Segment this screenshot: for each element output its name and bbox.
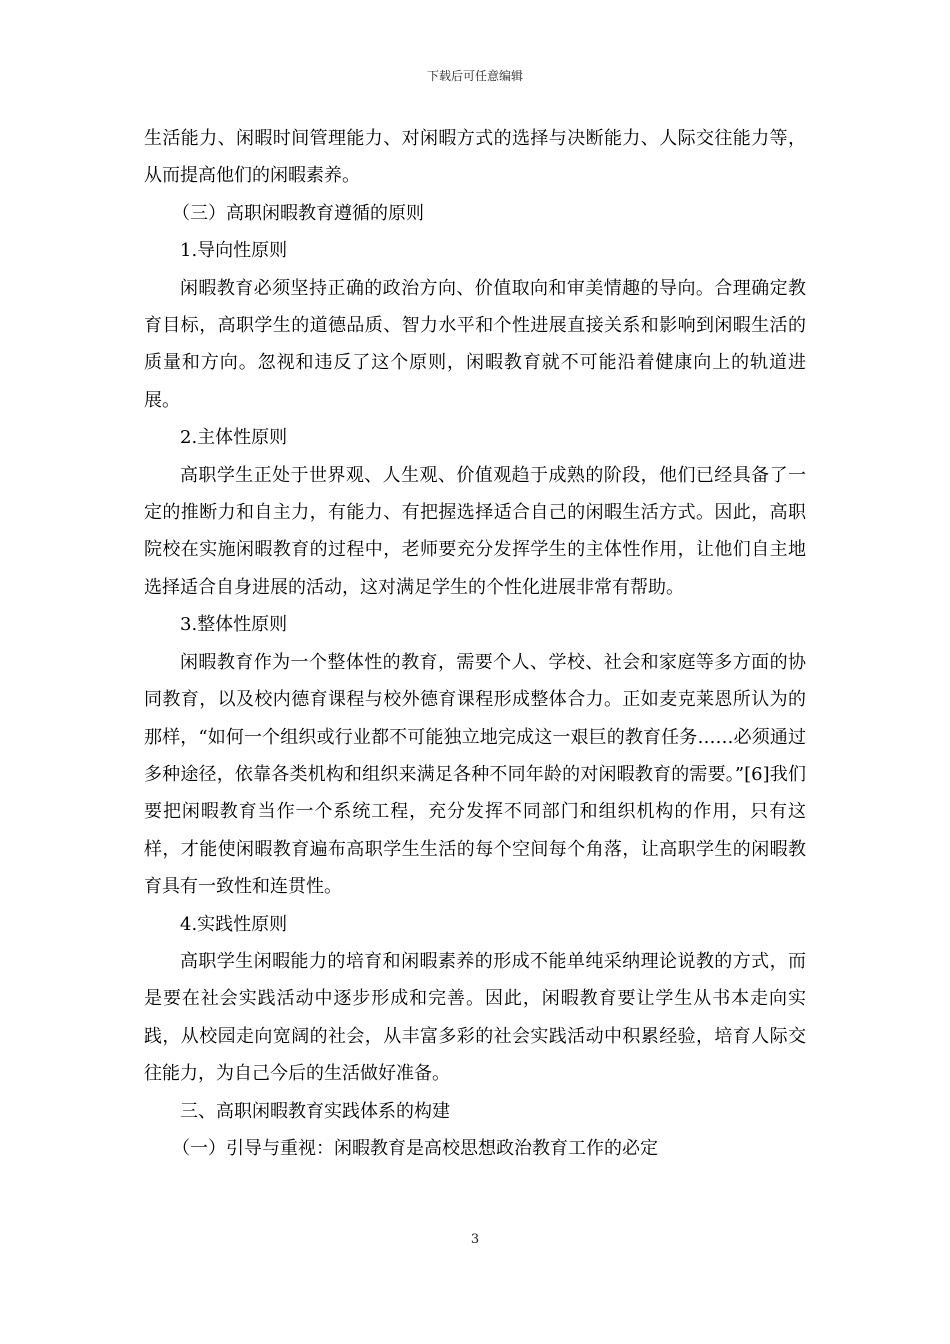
subheading-orientation-principle: 1.导向性原则 <box>180 240 288 262</box>
paragraph-subjectivity-principle: 高职学生正处于世界观、人生观、价值观趋于成熟的阶段，他们已经具备了一定的推断力和自主力，有能力、有把握选择适合自己的闲暇生活方式。因此，高职院校在实施闲暇教育的过程中，老师要充分发挥学生的主体性作用，让他们自主地选择适合自身进展的活动，这对满足学生的个性化进展非常有帮助。 <box>144 464 806 598</box>
section-heading-principles: （三）高职闲暇教育遵循的原则 <box>172 202 424 224</box>
paragraph-practice-principle: 高职学生闲暇能力的培育和闲暇素养的形成不能单纯采纳理论说教的方式，而是要在社会实践活动中逐步形成和完善。因此，闲暇教育要让学生从书本走向实践，从校园走向宽阔的社会，从丰富多彩的社会实践活动中积累经验，培育人际交往能力，为自己今后的生活做好准备。 <box>144 950 806 1085</box>
document-body <box>144 120 806 1167</box>
section-heading-system-construction: 三、高职闲暇教育实践体系的构建 <box>180 1100 450 1122</box>
subsection-heading-guidance: （一）引导与重视：闲暇教育是高校思想政治教育工作的必定 <box>172 1137 658 1159</box>
paragraph-continuation: 生活能力、闲暇时间管理能力、对闲暇方式的选择与决断能力、人际交往能力等，从而提高他们的闲暇素养。 <box>144 128 806 187</box>
page-number: 3 <box>470 1232 480 1247</box>
subheading-practice-principle: 4.实践性原则 <box>180 913 288 935</box>
paragraph-orientation-principle: 闲暇教育必须坚持正确的政治方向、价值取向和审美情趣的导向。合理确定教育目标，高职学生的道德品质、智力水平和个性进展直接关系和影响到闲暇生活的质量和方向。忽视和违反了这个原则，闲暇教育就不可能沿着健康向上的轨道进展。 <box>144 277 806 411</box>
paragraph-integrity-principle: 闲暇教育作为一个整体性的教育，需要个人、学校、社会和家庭等多方面的协同教育，以及校内德育课程与校外德育课程形成整体合力。正如麦克莱恩所认为的那样，“如何一个组织或行业都不可能独立地完成这一艰巨的教育任务……必须通过多种途径，依靠各类机构和组织来满足各种不同年龄的对闲暇教育的需要。”[6]我们要把闲暇教育当作一个系统工程，充分发挥不同部门和组织机构的作用，只有这样，才能使闲暇教育遍布高职学生生活的每个空间每个角落，让高职学生的闲暇教育具有一致性和连贯性。 <box>144 651 806 898</box>
page-header: 下载后可任意编辑 <box>426 69 523 83</box>
subheading-subjectivity-principle: 2.主体性原则 <box>180 427 288 449</box>
subheading-integrity-principle: 3.整体性原则 <box>180 614 288 636</box>
